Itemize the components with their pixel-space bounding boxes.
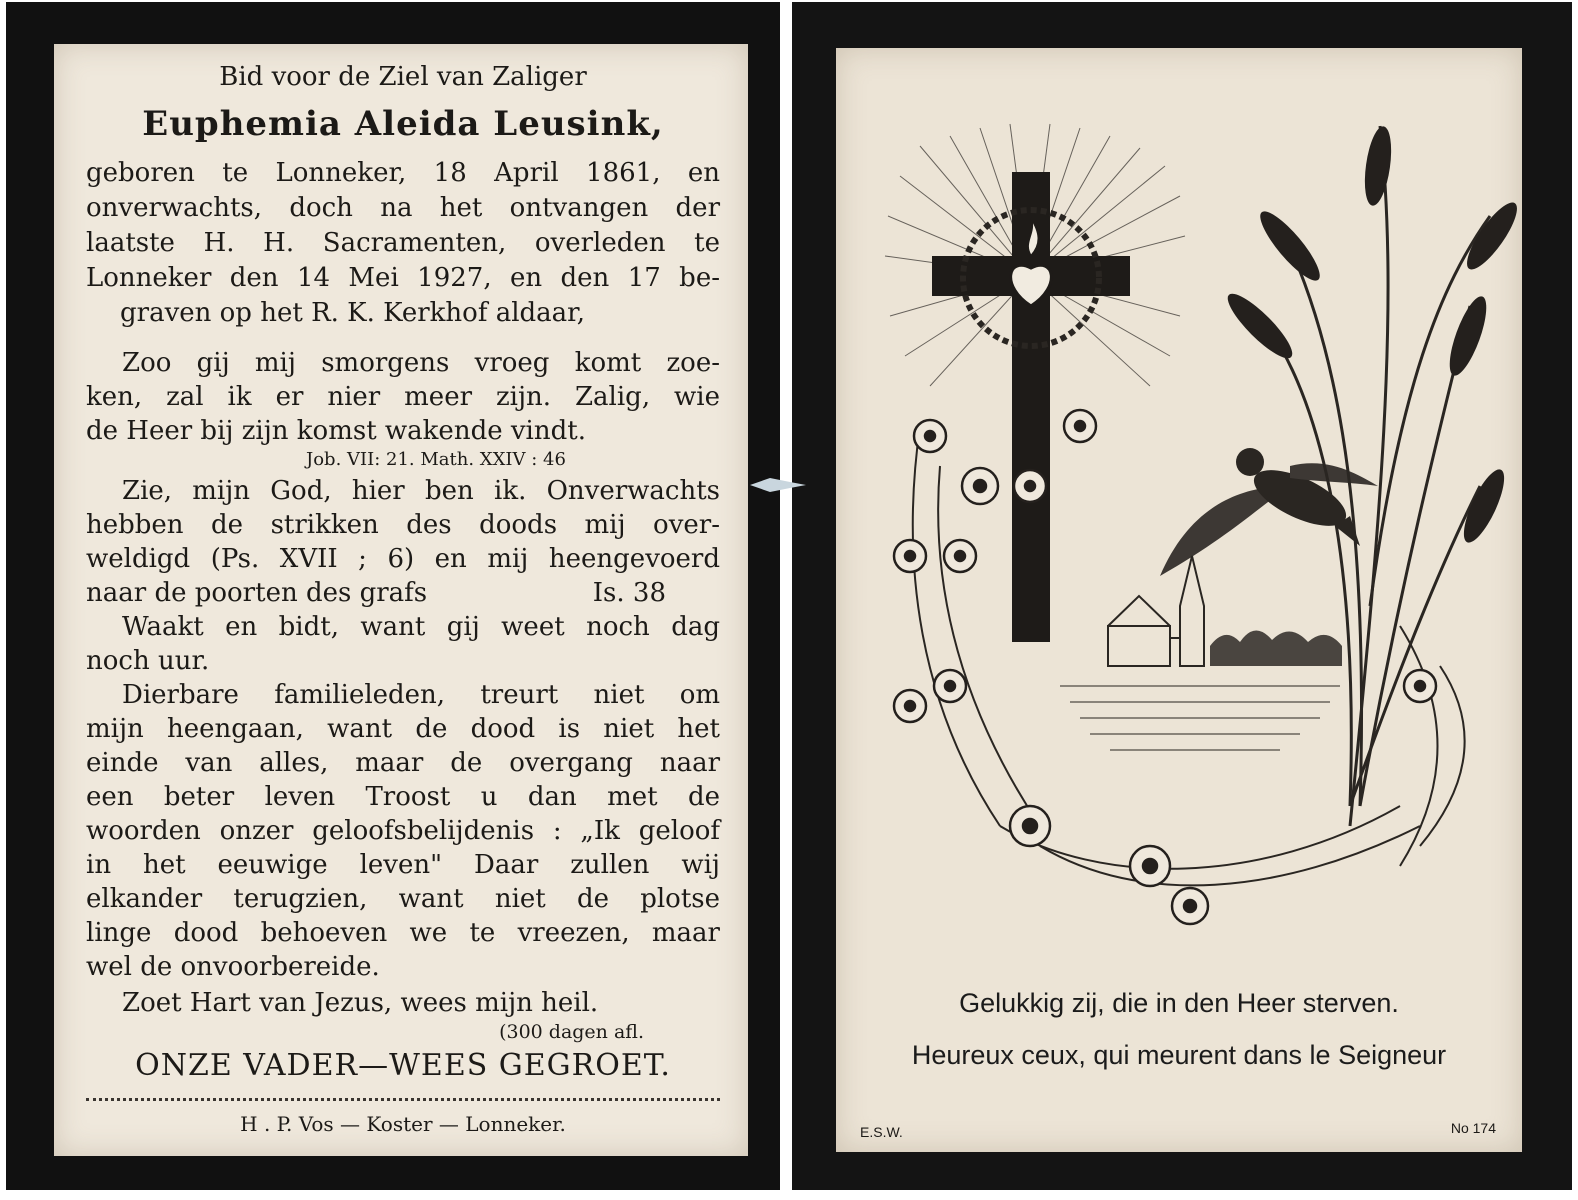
verse-line: Waakt en bidt, want gij weet noch dag [122, 612, 720, 642]
printer-credit: H . P. Vos — Koster — Lonneker. [240, 1112, 566, 1136]
ejaculation: Zoet Hart van Jezus, wees mijn heil. [122, 988, 599, 1018]
dotted-divider [86, 1098, 720, 1101]
verse-line: Zie, mijn God, hier ben ik. Onverwachts [122, 476, 720, 506]
verse-1 [86, 346, 720, 472]
water-icon [1060, 686, 1340, 750]
church-icon [1108, 556, 1204, 666]
verse-2 [86, 474, 720, 610]
ejaculation-block [86, 986, 720, 1044]
memorial-card-image-side [792, 2, 1572, 1190]
verse-3 [86, 610, 720, 678]
scripture-reference: Job. VII: 21. Math. XXIV : 46 [306, 449, 566, 470]
verse-line: noch uur. [86, 646, 210, 676]
verse-line: wel de onvoorbereide. [86, 952, 380, 982]
religious-illustration [880, 106, 1520, 946]
bio-line: graven op het R. K. Kerkhof aldaar, [120, 298, 586, 328]
verse-line: een beter leven Troost u dan met de [86, 782, 720, 812]
verse-line [86, 576, 720, 610]
scripture-reference: Is. 38 [592, 578, 666, 608]
verse-line: weldigd (Ps. XVII ; 6) en mij heengevoerd [86, 544, 720, 574]
verse-line: elkander terugzien, want niet de plotse [86, 884, 720, 914]
motto-dutch: Gelukkig zij, die in den Heer sterven. [959, 988, 1399, 1018]
bio-line: Lonneker den 14 Mei 1927, en den 17 be- [86, 263, 720, 293]
verse-line: linge dood behoeven we te vreezen, maar [86, 918, 720, 948]
prayer-line: ONZE VADER—WEES GEGROET. [135, 1048, 671, 1083]
card-number: No 174 [1450, 1120, 1496, 1136]
verse-line: einde van alles, maar de overgang naar [86, 748, 720, 778]
bio-line: laatste H. H. Sacramenten, overleden te [86, 228, 720, 258]
verse-line: mijn heengaan, want de dood is niet het [86, 714, 720, 744]
motto-french: Heureux ceux, qui meurent dans le Seigneur [911, 1040, 1447, 1070]
card-header: Bid voor de Ziel van Zaliger [219, 62, 587, 92]
verse-4 [86, 678, 720, 984]
verse-line: Dierbare familieleden, treurt niet om [122, 680, 720, 710]
publisher-mark: E.S.W. [860, 1124, 903, 1140]
bio-line: onverwachts, doch na het ontvangen der [86, 193, 720, 223]
indulgence-note: (300 dagen afl. [499, 1021, 644, 1043]
verse-line: woorden onzer geloofsbelijdenis : „Ik geloof [86, 816, 720, 846]
paper-tear-icon [750, 474, 806, 496]
verse-line: Zoo gij mij smorgens vroeg komt zoe- [122, 348, 720, 378]
card-paper [54, 44, 748, 1156]
verse-line-text: naar de poorten des grafs [86, 578, 428, 608]
deceased-name: Euphemia Aleida Leusink, [142, 104, 664, 144]
biography [86, 156, 720, 331]
card-paper [836, 48, 1522, 1152]
bio-line: geboren te Lonneker, 18 April 1861, en [86, 158, 720, 188]
verse-line: hebben de strikken des doods mij over- [86, 510, 720, 540]
verse-line: ken, zal ik er nier meer zijn. Zalig, wie [86, 382, 720, 412]
memorial-card-text-side [6, 2, 780, 1190]
verse-line: in het eeuwige leven" Daar zullen wij [86, 850, 720, 880]
treeline-icon [1210, 630, 1342, 666]
verse-line: de Heer bij zijn komst wakende vindt. [86, 416, 586, 446]
